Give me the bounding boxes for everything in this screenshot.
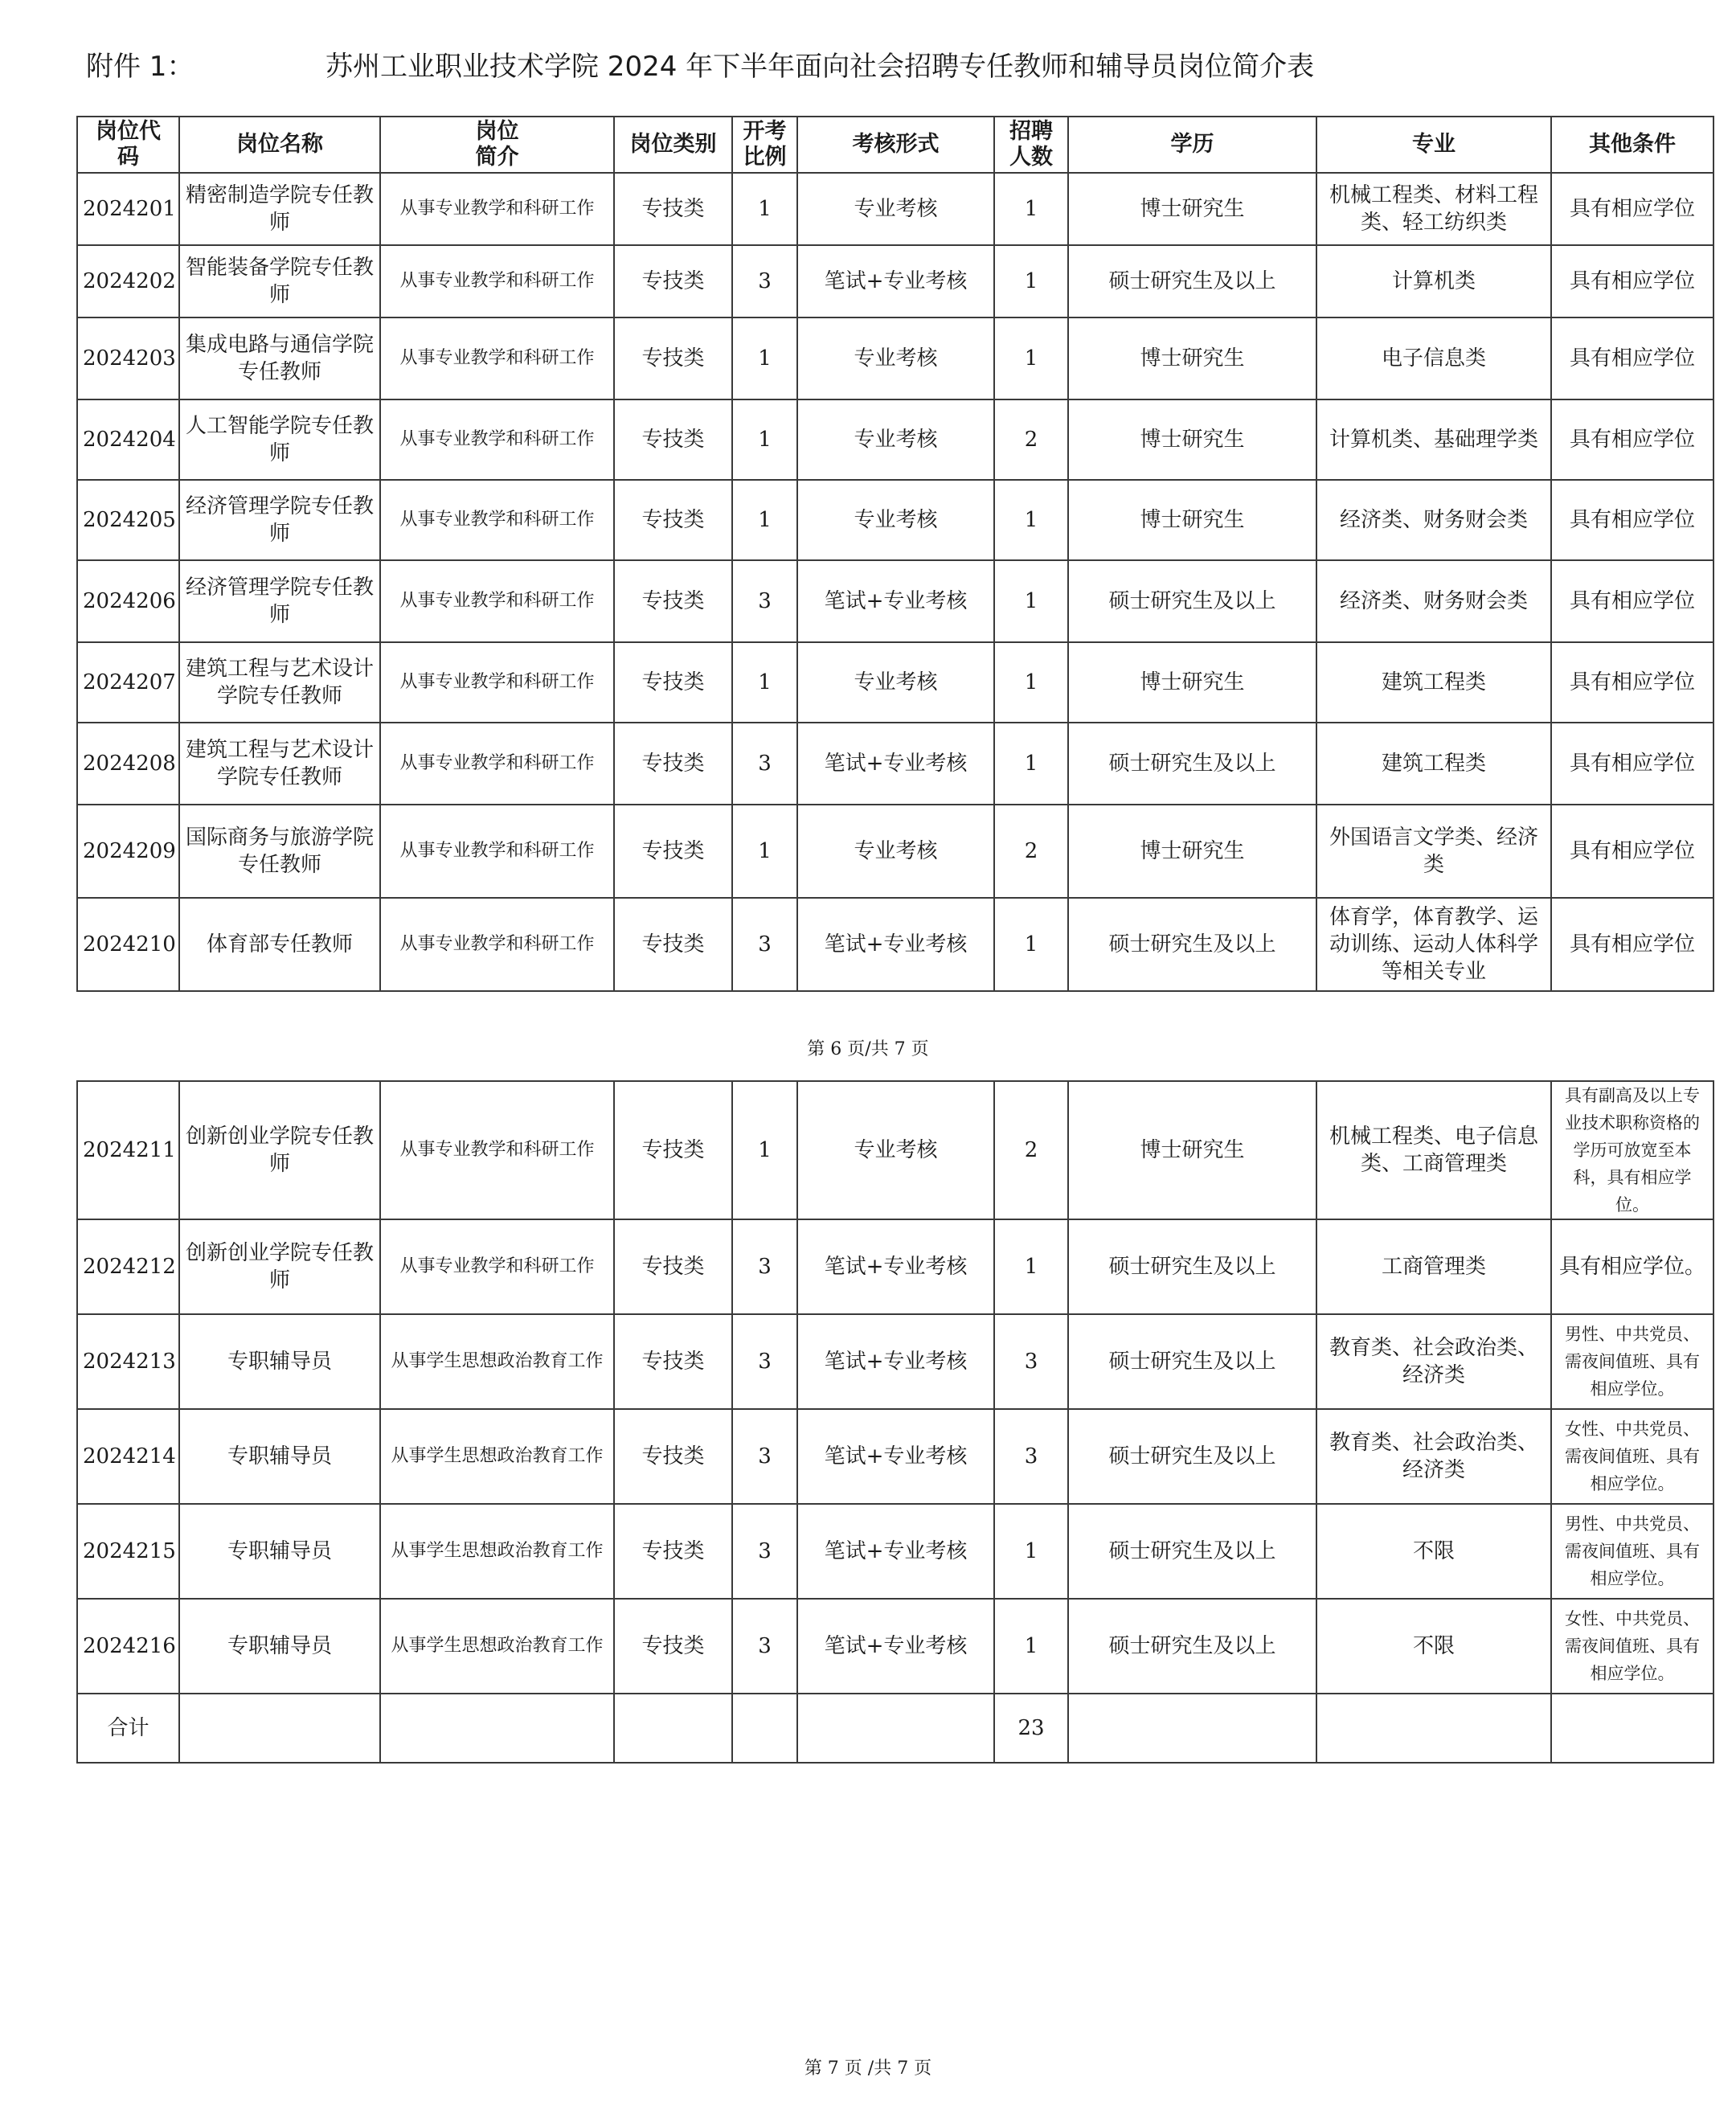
exam-form: 笔试+专业考核 bbox=[797, 560, 994, 642]
position-category: 专技类 bbox=[614, 173, 732, 245]
major-requirement: 不限 bbox=[1316, 1599, 1551, 1694]
hire-count: 1 bbox=[994, 173, 1068, 245]
education-requirement: 博士研究生 bbox=[1068, 173, 1316, 245]
major-requirement: 不限 bbox=[1316, 1504, 1551, 1599]
exam-form: 专业考核 bbox=[797, 805, 994, 898]
position-intro: 从事专业教学和科研工作 bbox=[380, 1081, 614, 1219]
other-conditions: 具有相应学位 bbox=[1551, 317, 1713, 399]
hire-count: 3 bbox=[994, 1409, 1068, 1504]
other-conditions: 具有相应学位 bbox=[1551, 399, 1713, 480]
exam-form: 专业考核 bbox=[797, 317, 994, 399]
other-conditions: 具有相应学位 bbox=[1551, 173, 1713, 245]
other-conditions: 男性、中共党员、需夜间值班、具有相应学位。 bbox=[1551, 1504, 1713, 1599]
hire-count: 1 bbox=[994, 898, 1068, 991]
hire-count: 1 bbox=[994, 723, 1068, 805]
position-code: 2024213 bbox=[77, 1314, 179, 1409]
exam-ratio: 3 bbox=[732, 898, 797, 991]
position-name: 专职辅导员 bbox=[179, 1504, 380, 1599]
position-name: 智能装备学院专任教师 bbox=[179, 245, 380, 317]
col-header-category: 岗位类别 bbox=[614, 117, 732, 173]
position-code: 2024210 bbox=[77, 898, 179, 991]
position-code: 2024206 bbox=[77, 560, 179, 642]
position-category: 专技类 bbox=[614, 1081, 732, 1219]
other-conditions: 具有相应学位 bbox=[1551, 560, 1713, 642]
col-header-count: 招聘 人数 bbox=[994, 117, 1068, 173]
total-cell-empty bbox=[614, 1694, 732, 1763]
position-category: 专技类 bbox=[614, 898, 732, 991]
other-conditions: 具有相应学位 bbox=[1551, 480, 1713, 560]
position-category: 专技类 bbox=[614, 245, 732, 317]
total-cell-empty bbox=[732, 1694, 797, 1763]
exam-form: 笔试+专业考核 bbox=[797, 898, 994, 991]
position-code: 2024212 bbox=[77, 1219, 179, 1314]
col-header-ratio: 开考 比例 bbox=[732, 117, 797, 173]
hire-count: 1 bbox=[994, 480, 1068, 560]
other-conditions: 具有相应学位 bbox=[1551, 723, 1713, 805]
major-requirement: 教育类、社会政治类、经济类 bbox=[1316, 1409, 1551, 1504]
col-header-exam: 考核形式 bbox=[797, 117, 994, 173]
other-conditions: 女性、中共党员、需夜间值班、具有相应学位。 bbox=[1551, 1599, 1713, 1694]
exam-ratio: 1 bbox=[732, 480, 797, 560]
position-name: 经济管理学院专任教师 bbox=[179, 560, 380, 642]
position-intro: 从事专业教学和科研工作 bbox=[380, 560, 614, 642]
position-code: 2024215 bbox=[77, 1504, 179, 1599]
table-row bbox=[77, 560, 1713, 642]
other-conditions: 具有副高及以上专业技术职称资格的学历可放宽至本科，具有相应学位。 bbox=[1551, 1081, 1713, 1219]
table-row bbox=[77, 480, 1713, 560]
education-requirement: 博士研究生 bbox=[1068, 1081, 1316, 1219]
major-requirement: 电子信息类 bbox=[1316, 317, 1551, 399]
position-category: 专技类 bbox=[614, 317, 732, 399]
exam-form: 专业考核 bbox=[797, 642, 994, 723]
exam-form: 专业考核 bbox=[797, 173, 994, 245]
exam-ratio: 1 bbox=[732, 642, 797, 723]
exam-ratio: 3 bbox=[732, 1409, 797, 1504]
hire-count: 1 bbox=[994, 642, 1068, 723]
position-intro: 从事学生思想政治教育工作 bbox=[380, 1314, 614, 1409]
other-conditions: 具有相应学位 bbox=[1551, 245, 1713, 317]
position-name: 建筑工程与艺术设计学院专任教师 bbox=[179, 642, 380, 723]
other-conditions: 具有相应学位 bbox=[1551, 642, 1713, 723]
major-requirement: 经济类、财务财会类 bbox=[1316, 480, 1551, 560]
position-intro: 从事专业教学和科研工作 bbox=[380, 1219, 614, 1314]
major-requirement: 计算机类 bbox=[1316, 245, 1551, 317]
table-row bbox=[77, 399, 1713, 480]
major-requirement: 外国语言文学类、经济类 bbox=[1316, 805, 1551, 898]
table-row bbox=[77, 317, 1713, 399]
exam-form: 专业考核 bbox=[797, 399, 994, 480]
position-intro: 从事专业教学和科研工作 bbox=[380, 642, 614, 723]
position-category: 专技类 bbox=[614, 642, 732, 723]
position-category: 专技类 bbox=[614, 399, 732, 480]
page-number-6: 第 6 页/共 7 页 bbox=[807, 1039, 929, 1059]
other-conditions: 男性、中共党员、需夜间值班、具有相应学位。 bbox=[1551, 1314, 1713, 1409]
table-row bbox=[77, 1081, 1713, 1219]
exam-ratio: 3 bbox=[732, 245, 797, 317]
position-category: 专技类 bbox=[614, 1504, 732, 1599]
exam-form: 专业考核 bbox=[797, 1081, 994, 1219]
position-code: 2024207 bbox=[77, 642, 179, 723]
exam-form: 笔试+专业考核 bbox=[797, 1219, 994, 1314]
education-requirement: 博士研究生 bbox=[1068, 642, 1316, 723]
total-count: 23 bbox=[994, 1694, 1068, 1763]
position-code: 2024204 bbox=[77, 399, 179, 480]
position-name: 创新创业学院专任教师 bbox=[179, 1219, 380, 1314]
other-conditions: 具有相应学位 bbox=[1551, 898, 1713, 991]
col-header-major: 专业 bbox=[1316, 117, 1551, 173]
exam-form: 笔试+专业考核 bbox=[797, 1599, 994, 1694]
education-requirement: 硕士研究生及以上 bbox=[1068, 1599, 1316, 1694]
major-requirement: 建筑工程类 bbox=[1316, 642, 1551, 723]
exam-form: 笔试+专业考核 bbox=[797, 1409, 994, 1504]
table-row bbox=[77, 1219, 1713, 1314]
col-header-code: 岗位代 码 bbox=[77, 117, 179, 173]
position-category: 专技类 bbox=[614, 805, 732, 898]
col-header-education: 学历 bbox=[1068, 117, 1316, 173]
exam-ratio: 3 bbox=[732, 560, 797, 642]
major-requirement: 机械工程类、电子信息类、工商管理类 bbox=[1316, 1081, 1551, 1219]
position-name: 精密制造学院专任教师 bbox=[179, 173, 380, 245]
exam-ratio: 1 bbox=[732, 805, 797, 898]
major-requirement: 教育类、社会政治类、经济类 bbox=[1316, 1314, 1551, 1409]
attachment-label: 附件 1： bbox=[86, 51, 194, 83]
document-header bbox=[86, 44, 1693, 96]
major-requirement: 计算机类、基础理学类 bbox=[1316, 399, 1551, 480]
table-row bbox=[77, 898, 1713, 991]
position-code: 2024211 bbox=[77, 1081, 179, 1219]
table-row bbox=[77, 723, 1713, 805]
position-name: 专职辅导员 bbox=[179, 1409, 380, 1504]
position-name: 专职辅导员 bbox=[179, 1314, 380, 1409]
exam-form: 专业考核 bbox=[797, 480, 994, 560]
position-intro: 从事学生思想政治教育工作 bbox=[380, 1409, 614, 1504]
total-cell-empty bbox=[380, 1694, 614, 1763]
col-header-other: 其他条件 bbox=[1551, 117, 1713, 173]
exam-ratio: 1 bbox=[732, 317, 797, 399]
total-label: 合计 bbox=[77, 1694, 179, 1763]
exam-ratio: 3 bbox=[732, 1504, 797, 1599]
hire-count: 1 bbox=[994, 317, 1068, 399]
total-cell-empty bbox=[179, 1694, 380, 1763]
hire-count: 1 bbox=[994, 1504, 1068, 1599]
position-name: 建筑工程与艺术设计学院专任教师 bbox=[179, 723, 380, 805]
table-row bbox=[77, 1504, 1713, 1599]
major-requirement: 机械工程类、材料工程类、轻工纺织类 bbox=[1316, 173, 1551, 245]
exam-ratio: 1 bbox=[732, 399, 797, 480]
exam-form: 笔试+专业考核 bbox=[797, 1504, 994, 1599]
exam-ratio: 1 bbox=[732, 173, 797, 245]
education-requirement: 博士研究生 bbox=[1068, 805, 1316, 898]
position-intro: 从事学生思想政治教育工作 bbox=[380, 1504, 614, 1599]
col-header-intro: 岗位 简介 bbox=[380, 117, 614, 173]
major-requirement: 经济类、财务财会类 bbox=[1316, 560, 1551, 642]
exam-form: 笔试+专业考核 bbox=[797, 1314, 994, 1409]
positions-table-page7 bbox=[76, 1080, 1714, 1764]
hire-count: 2 bbox=[994, 1081, 1068, 1219]
position-code: 2024209 bbox=[77, 805, 179, 898]
hire-count: 1 bbox=[994, 1599, 1068, 1694]
position-category: 专技类 bbox=[614, 1314, 732, 1409]
major-requirement: 工商管理类 bbox=[1316, 1219, 1551, 1314]
other-conditions: 具有相应学位。 bbox=[1551, 1219, 1713, 1314]
exam-form: 笔试+专业考核 bbox=[797, 245, 994, 317]
position-intro: 从事专业教学和科研工作 bbox=[380, 245, 614, 317]
position-intro: 从事专业教学和科研工作 bbox=[380, 898, 614, 991]
position-intro: 从事专业教学和科研工作 bbox=[380, 173, 614, 245]
exam-ratio: 3 bbox=[732, 1599, 797, 1694]
position-code: 2024216 bbox=[77, 1599, 179, 1694]
position-category: 专技类 bbox=[614, 560, 732, 642]
position-code: 2024202 bbox=[77, 245, 179, 317]
exam-ratio: 3 bbox=[732, 723, 797, 805]
document-title: 苏州工业职业技术学院 2024 年下半年面向社会招聘专任教师和辅导员岗位简介表 bbox=[326, 51, 1315, 83]
exam-ratio: 3 bbox=[732, 1219, 797, 1314]
position-name: 体育部专任教师 bbox=[179, 898, 380, 991]
positions-table-page6 bbox=[76, 116, 1714, 992]
table-row bbox=[77, 245, 1713, 317]
hire-count: 3 bbox=[994, 1314, 1068, 1409]
position-name: 创新创业学院专任教师 bbox=[179, 1081, 380, 1219]
hire-count: 2 bbox=[994, 399, 1068, 480]
total-cell-empty bbox=[1551, 1694, 1713, 1763]
table-row bbox=[77, 642, 1713, 723]
education-requirement: 硕士研究生及以上 bbox=[1068, 1314, 1316, 1409]
education-requirement: 博士研究生 bbox=[1068, 317, 1316, 399]
position-intro: 从事专业教学和科研工作 bbox=[380, 723, 614, 805]
table-row bbox=[77, 1409, 1713, 1504]
position-code: 2024205 bbox=[77, 480, 179, 560]
table-row bbox=[77, 1314, 1713, 1409]
hire-count: 1 bbox=[994, 245, 1068, 317]
education-requirement: 硕士研究生及以上 bbox=[1068, 1219, 1316, 1314]
table-row bbox=[77, 805, 1713, 898]
table-row bbox=[77, 1599, 1713, 1694]
exam-ratio: 3 bbox=[732, 1314, 797, 1409]
position-category: 专技类 bbox=[614, 1599, 732, 1694]
col-header-name: 岗位名称 bbox=[179, 117, 380, 173]
education-requirement: 硕士研究生及以上 bbox=[1068, 560, 1316, 642]
table-row bbox=[77, 173, 1713, 245]
page-number-7: 第 7 页 /共 7 页 bbox=[804, 2059, 932, 2079]
education-requirement: 硕士研究生及以上 bbox=[1068, 1504, 1316, 1599]
position-intro: 从事专业教学和科研工作 bbox=[380, 805, 614, 898]
education-requirement: 硕士研究生及以上 bbox=[1068, 245, 1316, 317]
education-requirement: 博士研究生 bbox=[1068, 399, 1316, 480]
position-code: 2024203 bbox=[77, 317, 179, 399]
position-name: 专职辅导员 bbox=[179, 1599, 380, 1694]
position-name: 集成电路与通信学院专任教师 bbox=[179, 317, 380, 399]
exam-ratio: 1 bbox=[732, 1081, 797, 1219]
hire-count: 1 bbox=[994, 560, 1068, 642]
position-name: 人工智能学院专任教师 bbox=[179, 399, 380, 480]
hire-count: 1 bbox=[994, 1219, 1068, 1314]
position-code: 2024201 bbox=[77, 173, 179, 245]
education-requirement: 博士研究生 bbox=[1068, 480, 1316, 560]
total-cell-empty bbox=[1068, 1694, 1316, 1763]
total-row bbox=[77, 1694, 1713, 1763]
other-conditions: 女性、中共党员、需夜间值班、具有相应学位。 bbox=[1551, 1409, 1713, 1504]
position-category: 专技类 bbox=[614, 480, 732, 560]
other-conditions: 具有相应学位 bbox=[1551, 805, 1713, 898]
position-code: 2024214 bbox=[77, 1409, 179, 1504]
education-requirement: 硕士研究生及以上 bbox=[1068, 898, 1316, 991]
position-category: 专技类 bbox=[614, 723, 732, 805]
table-header-row bbox=[77, 117, 1713, 173]
education-requirement: 硕士研究生及以上 bbox=[1068, 1409, 1316, 1504]
major-requirement: 建筑工程类 bbox=[1316, 723, 1551, 805]
position-category: 专技类 bbox=[614, 1219, 732, 1314]
position-intro: 从事专业教学和科研工作 bbox=[380, 317, 614, 399]
major-requirement: 体育学，体育教学、运动训练、运动人体科学等相关专业 bbox=[1316, 898, 1551, 991]
position-code: 2024208 bbox=[77, 723, 179, 805]
position-intro: 从事专业教学和科研工作 bbox=[380, 399, 614, 480]
exam-form: 笔试+专业考核 bbox=[797, 723, 994, 805]
education-requirement: 硕士研究生及以上 bbox=[1068, 723, 1316, 805]
position-name: 国际商务与旅游学院专任教师 bbox=[179, 805, 380, 898]
position-category: 专技类 bbox=[614, 1409, 732, 1504]
total-cell-empty bbox=[1316, 1694, 1551, 1763]
position-intro: 从事专业教学和科研工作 bbox=[380, 480, 614, 560]
position-intro: 从事学生思想政治教育工作 bbox=[380, 1599, 614, 1694]
total-cell-empty bbox=[797, 1694, 994, 1763]
position-name: 经济管理学院专任教师 bbox=[179, 480, 380, 560]
hire-count: 2 bbox=[994, 805, 1068, 898]
